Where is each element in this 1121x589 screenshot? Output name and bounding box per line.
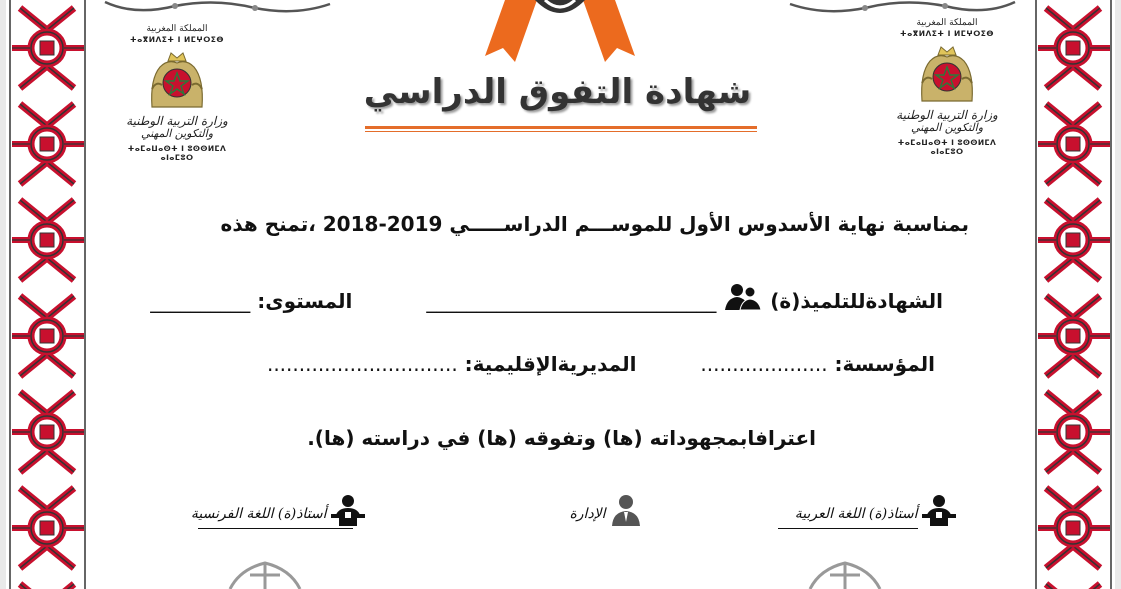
arabic-teacher-label: أستاذ(ة) اللغة العربية [794, 506, 918, 522]
ministry-name-line2: والتكوين المهني [910, 121, 984, 134]
level-blank[interactable]: __________ [150, 289, 251, 313]
signature-administration [542, 494, 642, 528]
teacher-icon [331, 494, 365, 528]
level-label: المستوى: [257, 289, 353, 313]
ministry-tifinagh: ⵜⴰⵎⴰⵡⴰⵙⵜ ⵏ ⵓⵙⵙⵍⵎⴷ ⴰⵏⴰⵎⵓⵔ [127, 144, 227, 162]
kingdom-tifinagh: ⵜⴰⴳⵍⴷⵉⵜ ⵏ ⵍⵎⵖⵔⵉⴱ [900, 29, 994, 38]
recognition-line: اعترافابمجهوداته (ها) وتفوقه (ها) في دراسته (ها). [307, 426, 816, 450]
school-blank[interactable]: .................... [700, 352, 828, 376]
signature-arabic-teacher [776, 494, 956, 528]
right-ornamental-border [1026, 0, 1121, 589]
school-label: المؤسسة: [834, 352, 935, 376]
student-line [150, 282, 943, 313]
ministry-name-line1: وزارة التربية الوطنية [126, 114, 228, 128]
directorate-blank[interactable]: .............................. [266, 352, 458, 376]
french-teacher-signature-line[interactable] [198, 528, 353, 529]
french-teacher-label: أستاذ(ة) اللغة الفرنسية [190, 506, 327, 522]
directorate-label: المديريةالإقليمية: [464, 352, 637, 376]
kingdom-tifinagh: ⵜⴰⴳⵍⴷⵉⵜ ⵏ ⵍⵎⵖⵔⵉⴱ [130, 35, 224, 44]
bottom-left-ornament [220, 559, 310, 589]
certificate-title-block [355, 0, 760, 135]
top-left-ornament [95, 0, 335, 18]
left-ornamental-border [0, 0, 95, 589]
ministry-tifinagh: ⵜⴰⵎⴰⵡⴰⵙⵜ ⵏ ⵓⵙⵙⵍⵎⴷ ⴰⵏⴰⵎⵓⵔ [897, 138, 997, 156]
award-ribbon-icon [475, 0, 645, 68]
ministry-name-line2: والتكوين المهني [140, 127, 214, 140]
occasion-line: بمناسبة نهاية الأسدوس الأول للموســـم الدراســـــي 2019-2018 ،تمنح هذه [220, 212, 969, 236]
signature-french-teacher [165, 494, 365, 528]
ministry-header-left [112, 24, 242, 162]
ministry-name-line1: وزارة التربية الوطنية [896, 108, 998, 122]
students-icon [723, 282, 763, 312]
school-line [267, 352, 935, 376]
moroccan-coat-of-arms-icon [146, 49, 208, 111]
moroccan-coat-of-arms-icon [916, 43, 978, 105]
title-underline-thin [365, 131, 757, 132]
administration-label: الإدارة [569, 506, 606, 522]
administrator-icon [610, 494, 642, 528]
student-name-blank[interactable]: _____________________________ [426, 289, 717, 313]
arabic-teacher-signature-line[interactable] [778, 528, 918, 529]
title-underline [365, 126, 757, 129]
teacher-icon [922, 494, 956, 528]
student-label: الشهادةللتلميذ(ة) [770, 289, 943, 313]
ministry-header-right [882, 18, 1012, 156]
top-right-ornament [785, 0, 1025, 18]
bottom-right-ornament [800, 559, 890, 589]
certificate-title: شهادة التفوق الدراسي [363, 72, 752, 112]
kingdom-arabic: المملكة المغربية [146, 24, 208, 34]
kingdom-arabic: المملكة المغربية [916, 18, 978, 28]
